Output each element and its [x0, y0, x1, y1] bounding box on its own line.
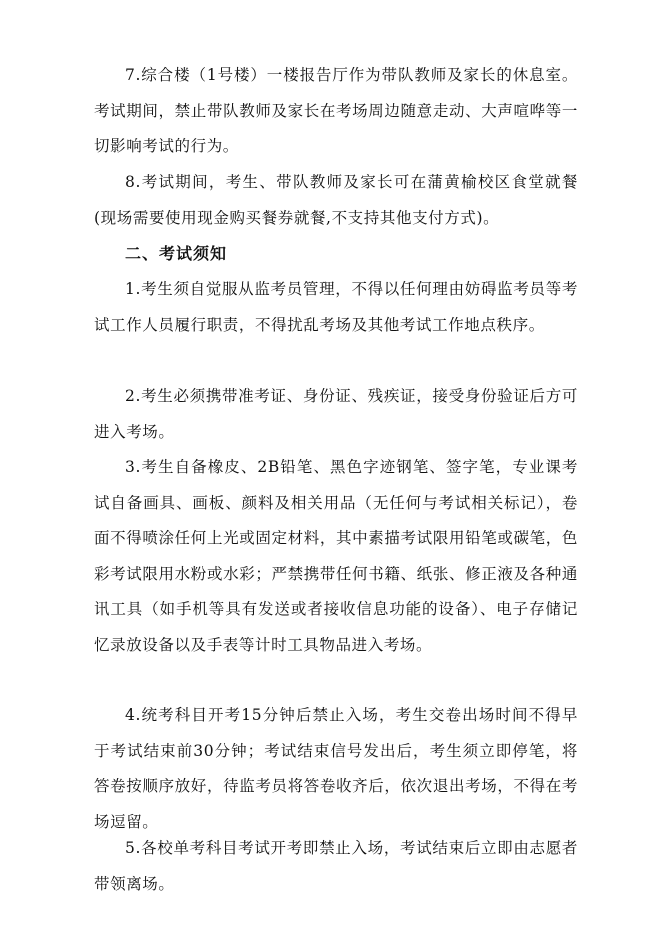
- notice-item-4: 4.统考科目开考15分钟后禁止入场，考生交卷出场时间不得早于考试结束前30分钟；考试结束信号发出后，考生须立即停笔，将答卷按顺序放好，待监考员将答卷收齐后，依次退出考场，不得在考场逗留。: [94, 706, 578, 831]
- notice-item-3: 3.考生自备橡皮、2B铅笔、黑色字迹钢笔、签字笔，专业课考试自备画具、画板、颜料及相关用品（无任何与考试相关标记），卷面不得喷涂任何上光或固定材料，其中素描考试限用铅笔或碳笔，色彩考试限用水粉或水彩；严禁携带任何书籍、纸张、修正液及各种通讯工具（如手机等具有发送或者接收信息功能的设备）、电子存储记忆录放设备以及手表等计时工具物品进入考场。: [94, 458, 578, 654]
- notice-item-1: 1.考生须自觉服从监考员管理，不得以任何理由妨碍监考员等考试工作人员履行职责，不得扰乱考场及其他考试工作地点秩序。: [94, 280, 578, 334]
- paragraph-item-8: 8.考试期间，考生、带队教师及家长可在蒲黄榆校区食堂就餐(现场需要使用现金购买餐券就餐,不支持其他支付方式)。: [94, 173, 578, 227]
- section-heading: 二、考试须知: [125, 244, 228, 263]
- notice-item-2: 2.考生必须携带准考证、身份证、残疾证，接受身份验证后方可进入考场。: [94, 387, 578, 441]
- paragraph-item-7: 7.综合楼（1号楼）一楼报告厅作为带队教师及家长的休息室。考试期间，禁止带队教师及家长在考场周边随意走动、大声喧哗等一切影响考试的行为。: [94, 66, 578, 155]
- notice-item-5: 5.各校单考科目考试开考即禁止入场，考试结束后立即由志愿者带领离场。: [94, 839, 578, 893]
